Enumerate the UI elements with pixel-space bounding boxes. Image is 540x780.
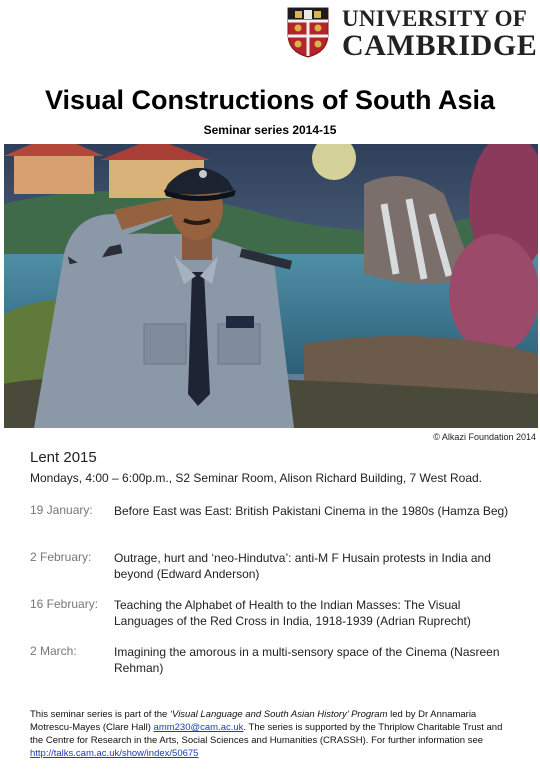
term-heading: Lent 2015 bbox=[30, 449, 97, 466]
session-date: 2 March: bbox=[30, 644, 77, 658]
session-date: 19 January: bbox=[30, 503, 93, 517]
session-description: Before East was East: British Pakistani Cinema in the 1980s (Hamza Beg) bbox=[114, 504, 509, 518]
session-date: 16 February: bbox=[30, 597, 99, 611]
session-description: Teaching the Alphabet of Health to the Indian Masses: The Visual Languages of the Red Cross in India, 1918-1939 (Adrian Ruprecht) bbox=[114, 598, 471, 628]
university-logo bbox=[286, 4, 538, 60]
session-date: 2 February: bbox=[30, 550, 92, 564]
footer-text: This seminar series is part of the bbox=[30, 709, 170, 720]
program-name: ‘Visual Language and South Asian History’ Program bbox=[169, 709, 388, 720]
talks-link[interactable]: http://talks.cam.ac.uk/show/index/50675 bbox=[30, 748, 199, 759]
university-name-line2: CAMBRIDGE bbox=[342, 29, 538, 62]
email-link[interactable]: amm230@cam.ac.uk bbox=[153, 722, 244, 733]
photo-credit: © Alkazi Foundation 2014 bbox=[433, 432, 536, 442]
university-name-line1: UNIVERSITY OF bbox=[342, 6, 528, 31]
salute-photo bbox=[4, 144, 538, 428]
footer-text: led by Dr Annamaria Motrescu-Mayes (Clare Hall) bbox=[30, 709, 477, 733]
session-description: Imagining the amorous in a multi-sensory space of the Cinema (Nasreen Rehman) bbox=[114, 645, 500, 675]
cambridge-shield-icon bbox=[286, 6, 330, 58]
session-description: Outrage, hurt and ‘neo-Hindutva’: anti-M F Husain protests in India and beyond (Edward Anderson) bbox=[114, 551, 491, 581]
page-subtitle: Seminar series 2014-15 bbox=[203, 123, 337, 137]
venue-details: Mondays, 4:00 – 6:00p.m., S2 Seminar Room, Alison Richard Building, 7 West Road. bbox=[30, 471, 483, 485]
page-title: Visual Constructions of South Asia bbox=[44, 85, 496, 115]
footer-text: . The series is supported by the Thriplow Charitable Trust and the Centre for Research in the Arts, Social Sciences and Humanities (CRASSH). For further information see bbox=[30, 722, 503, 746]
footer-note bbox=[30, 708, 516, 760]
painted-backdrop-image bbox=[4, 144, 538, 428]
